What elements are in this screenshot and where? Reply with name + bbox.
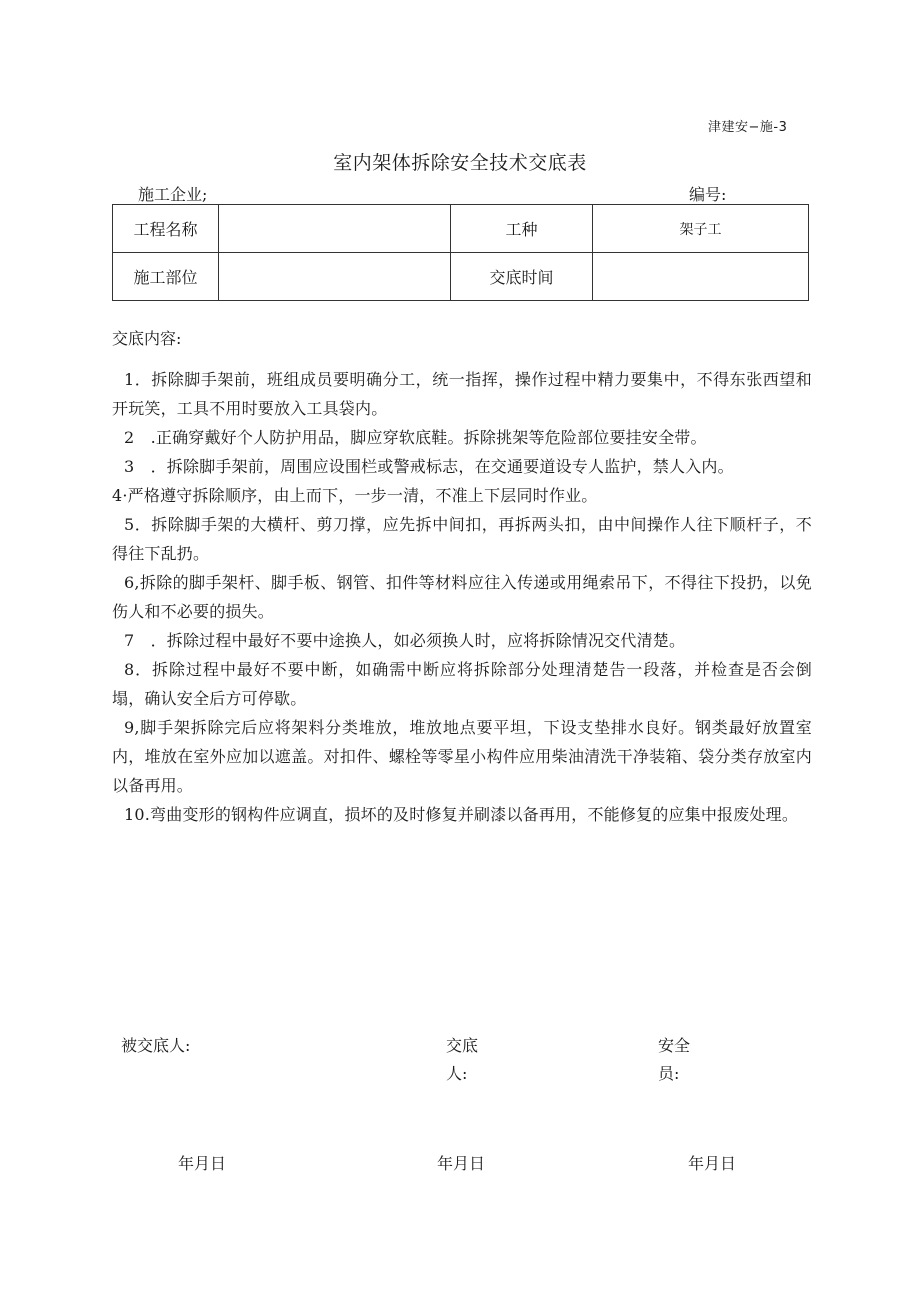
list-item: 5．拆除脚手架的大横杆、剪刀撑，应先拆中间扣，再拆两头扣，由中间操作人往下顺杆子，不得往下乱扔。 — [112, 515, 812, 563]
safety-date-label: 年月日 — [688, 1154, 737, 1173]
trade-value: 架子工 — [593, 205, 809, 253]
trade-label: 工种 — [451, 205, 593, 253]
table-row — [113, 253, 809, 301]
safety-officer-signature-label: 安全员: — [658, 1036, 691, 1083]
list-item: 6,拆除的脚手架杆、脚手板、钢管、扣件等材料应往入传递或用绳索吊下，不得往下投扔，以免伤人和不必要的损失。 — [112, 573, 812, 621]
construction-unit-label: 施工企业; — [138, 185, 208, 204]
receiver-signature-label: 被交底人: — [121, 1036, 191, 1055]
briefing-content-label: 交底内容: — [112, 329, 182, 348]
giver-date-label: 年月日 — [437, 1154, 486, 1173]
briefing-items-list — [112, 365, 812, 829]
document-code: 津建安−施-3 — [708, 120, 788, 135]
list-item: 4·严格遵守拆除顺序，由上而下，一步一清，不准上下层同时作业。 — [112, 486, 598, 505]
location-value — [219, 253, 451, 301]
receiver-date-label: 年月日 — [178, 1154, 227, 1173]
list-item: 3 ．拆除脚手架前，周围应设围栏或警戒标志，在交通要道设专人监护，禁人入内。 — [124, 457, 734, 476]
location-label: 施工部位 — [113, 253, 219, 301]
project-name-label: 工程名称 — [113, 205, 219, 253]
briefing-time-label: 交底时间 — [451, 253, 593, 301]
briefing-time-value — [593, 253, 809, 301]
table-row — [113, 205, 809, 253]
serial-number-label: 编号: — [689, 185, 727, 204]
list-item: 7 ．拆除过程中最好不要中途换人，如必须换人时，应将拆除情况交代清楚。 — [124, 631, 686, 650]
project-info-table — [112, 204, 809, 301]
list-item: 9,脚手架拆除完后应将架料分类堆放，堆放地点要平坦，下设支垫排水良好。钢类最好放置室内，堆放在室外应加以遮盖。对扣件、螺栓等零星小构件应用柴油清洗干净装箱、袋分类存放室内以备再用。 — [112, 718, 812, 795]
project-name-value — [219, 205, 451, 253]
list-item: 1．拆除脚手架前，班组成员要明确分工，统一指挥，操作过程中精力要集中，不得东张西望和开玩笑，工具不用时要放入工具袋内。 — [112, 370, 812, 418]
giver-signature-label: 交底人: — [446, 1036, 479, 1083]
list-item: 10.弯曲变形的钢构件应调直，损坏的及时修复并刷漆以备再用，不能修复的应集中报废处理。 — [124, 805, 799, 824]
list-item: 2 .正确穿戴好个人防护用品，脚应穿软底鞋。拆除挑架等危险部位要挂安全带。 — [124, 428, 707, 447]
page-title: 室内架体拆除安全技术交底表 — [333, 152, 587, 174]
list-item: 8．拆除过程中最好不要中断，如确需中断应将拆除部分处理清楚告一段落，并检查是否会倒塌，确认安全后方可停歇。 — [112, 660, 812, 708]
